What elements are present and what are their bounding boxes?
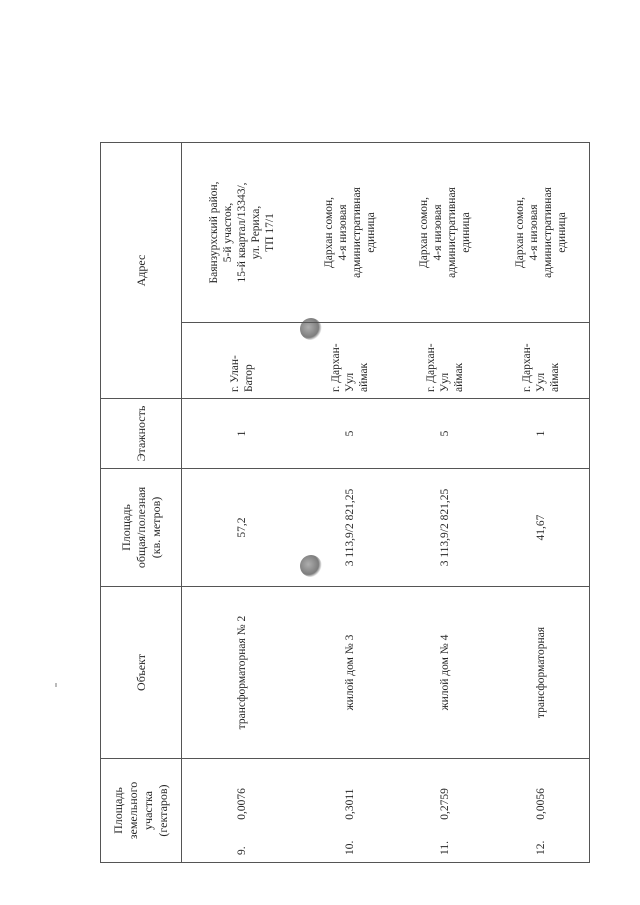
object-cell: жилой дом № 4	[397, 587, 493, 759]
object-cell: трансформаторная	[493, 587, 589, 759]
address-cell: Дархан сомон, 4-я низовая административная единица	[397, 142, 493, 322]
city-cell: г. Дархан- Уул аймак	[302, 323, 398, 399]
floor-area-cell: 41,67	[493, 469, 589, 587]
header-address: Адрес	[101, 142, 182, 398]
floor-area-cell: 3 113,9/2 821,25	[302, 469, 398, 587]
table-row	[182, 142, 302, 862]
header-floor-area: Площадь общая/полезная (кв. метров)	[101, 469, 182, 587]
header-floors: Этажность	[101, 399, 182, 469]
floor-area-cell: 57,2	[182, 469, 302, 587]
address-cell: Дархан сомон, 4-я низовая административная единица	[302, 142, 398, 322]
address-cell: Дархан сомон, 4-я низовая административная единица	[493, 142, 589, 322]
object-cell: жилой дом № 3	[302, 587, 398, 759]
city-cell: г. Дархан- Уул аймак	[397, 323, 493, 399]
header-object: Объект	[101, 587, 182, 759]
table-row	[397, 142, 493, 862]
table-row	[493, 142, 589, 862]
header-land-area: Площадь земельного участка (гектаров)	[101, 759, 182, 863]
address-cell: Баянзурхский район, 5-й участок, 15-й квартал/13343/, ул. Рериха, ТП 17/1	[182, 142, 302, 322]
land-area-cell: 10.0,3011	[302, 759, 398, 863]
floors-cell: 1	[493, 399, 589, 469]
table-row	[302, 142, 398, 862]
city-cell: г. Улан- Батор	[182, 323, 302, 399]
floors-cell: 1	[182, 399, 302, 469]
land-area-cell: 9.0,0076	[182, 759, 302, 863]
land-objects-table	[100, 142, 590, 863]
floors-cell: 5	[397, 399, 493, 469]
city-cell: г. Дархан- Уул аймак	[493, 323, 589, 399]
rotated-table-container	[100, 143, 590, 863]
table-header-row	[101, 142, 182, 862]
land-area-cell: 12.0,0056	[493, 759, 589, 863]
object-cell: трансформаторная № 2	[182, 587, 302, 759]
land-area-cell: 11.0,2759	[397, 759, 493, 863]
floors-cell: 5	[302, 399, 398, 469]
scan-speck	[55, 683, 57, 687]
floor-area-cell: 3 113,9/2 821,25	[397, 469, 493, 587]
